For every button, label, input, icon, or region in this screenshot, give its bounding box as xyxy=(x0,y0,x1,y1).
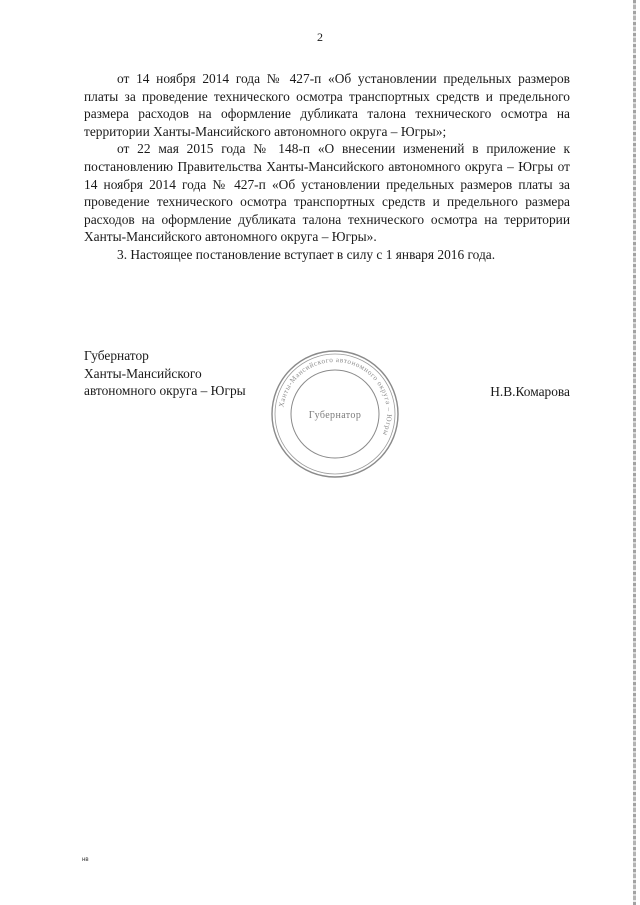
document-body xyxy=(84,70,570,264)
seal-ring-text: Ханты-Мансийского автономного округа – Югры xyxy=(277,355,394,437)
paragraph-resolution-148: от 22 мая 2015 года № 148-п «О внесении изменений в приложение к постановлению Правительства Ханты-Мансийского автономного округа – Югры от 14 ноября 2014 года № 427-п «Об установлении предельных размеров платы за проведение технического осмотра транспортных средств и предельного размера расходов на оформление дубликата талона технического осмотра на территории Ханты-Мансийского автономного округа – Югры». xyxy=(84,141,570,245)
signatory-title xyxy=(84,347,246,400)
seal-center-text: Губернатор xyxy=(308,410,362,421)
signatory-name: Н.В.Комарова xyxy=(490,384,570,399)
paragraph-effective-date: 3. Настоящее постановление вступает в силу с 1 января 2016 года. xyxy=(117,246,496,262)
signatory-title-line: Ханты-Мансийского xyxy=(84,365,202,381)
paragraph-resolution-427: от 14 ноября 2014 года № 427-п «Об установлении предельных размеров платы за проведение технического осмотра транспортных средств и предельного размера расходов на оформление дубликата талона технического осмотра на территории Ханты-Мансийского автономного округа – Югры»; xyxy=(84,71,570,139)
signatory-title-line: Губернатор xyxy=(84,348,149,363)
official-seal-stamp xyxy=(268,347,402,481)
scan-edge xyxy=(633,0,636,905)
page-number: 2 xyxy=(317,30,323,44)
signatory-title-line: автономного округа – Югры xyxy=(84,383,246,399)
footer-initials: нв xyxy=(82,857,89,863)
